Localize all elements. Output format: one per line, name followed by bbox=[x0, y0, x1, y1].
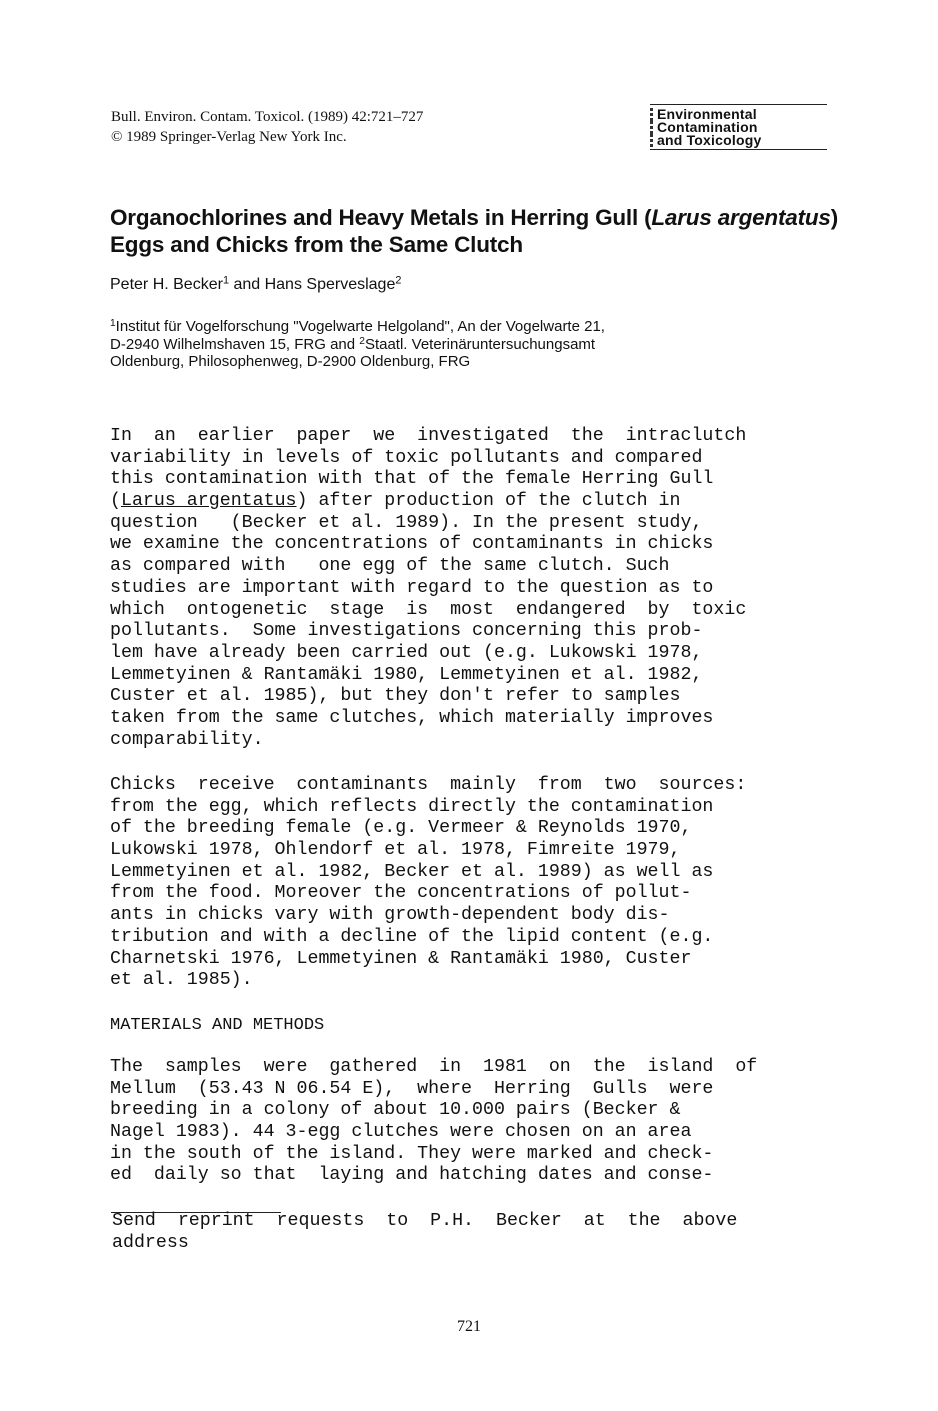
text-line: of the breeding female (e.g. Vermeer & Reynolds 1970, bbox=[110, 818, 692, 839]
text-line: Lemmetyinen et al. 1982, Becker et al. 1989) as well as bbox=[110, 861, 714, 882]
text-line: Chicks receive contaminants mainly from two sources: bbox=[110, 775, 747, 795]
text-line: variability in levels of toxic pollutants and compared bbox=[110, 447, 703, 468]
text-line: this contamination with that of the female Herring Gull bbox=[110, 469, 714, 490]
text-line: tribution and with a decline of the lipid content (e.g. bbox=[110, 926, 714, 947]
text-line: The samples were gathered in 1981 on the island of bbox=[110, 1057, 758, 1077]
body-paragraph-chicks bbox=[110, 775, 832, 992]
text-line: from the egg, which reflects directly the contamination bbox=[110, 796, 714, 817]
text-line: et al. 1985). bbox=[110, 970, 253, 991]
text-line: (Larus argentatus) after production of the clutch in bbox=[110, 491, 681, 512]
affiliation-line: Oldenburg, Philosophenweg, D-2900 Oldenburg, FRG bbox=[110, 353, 471, 370]
text-line: breeding in a colony of about 10.000 pairs (Becker & bbox=[110, 1100, 681, 1121]
article-title bbox=[110, 204, 840, 258]
title-species: Larus argentatus bbox=[651, 205, 831, 230]
copyright-line: © 1989 Springer-Verlag New York Inc. bbox=[111, 129, 347, 145]
citation-line: Bull. Environ. Contam. Toxicol. (1989) 42:721–727 bbox=[111, 109, 424, 125]
text-line: Nagel 1983). 44 3-egg clutches were chosen on an area bbox=[110, 1122, 692, 1143]
journal-logo bbox=[650, 104, 827, 150]
body-paragraph-methods bbox=[110, 1057, 832, 1187]
page-number: 721 bbox=[457, 1318, 481, 1335]
text-line: comparability. bbox=[110, 729, 264, 750]
text-line: Mellum (53.43 N 06.54 E), where Herring Gulls were bbox=[110, 1078, 714, 1099]
title-text: Organochlorines and Heavy Metals in Herring Gull ( bbox=[110, 205, 652, 230]
affiliation-text: Institut für Vogelforschung "Vogelwarte Helgoland", An der Vogelwarte 21, bbox=[115, 318, 605, 335]
affiliation-mark: 2 bbox=[359, 335, 365, 347]
author-mark: 2 bbox=[395, 274, 402, 287]
species-name-underlined: Larus argentatus bbox=[120, 491, 297, 512]
text-line: in the south of the island. They were marked and check- bbox=[110, 1143, 714, 1164]
journal-logo-line: Contamination bbox=[650, 121, 827, 134]
citation-block bbox=[111, 107, 423, 147]
text-line: ed daily so that laying and hatching dates and conse- bbox=[110, 1165, 714, 1186]
text-line: we examine the concentrations of contaminants in chicks bbox=[110, 534, 714, 555]
affiliation-text: Staatl. Veterinäruntersuchungsamt bbox=[364, 335, 596, 353]
journal-logo-line: Environmental bbox=[650, 108, 827, 121]
text-line: In an earlier paper we investigated the intraclutch bbox=[110, 426, 747, 446]
affiliation-line bbox=[110, 336, 830, 354]
author-name: Peter H. Becker bbox=[110, 276, 223, 293]
text-line: as compared with one egg of the same clutch. Such bbox=[110, 556, 670, 577]
text-line: taken from the same clutches, which materially improves bbox=[110, 707, 714, 728]
author-line bbox=[110, 275, 401, 295]
journal-logo-line: and Toxicology bbox=[650, 134, 827, 147]
text-line: from the food. Moreover the concentrations of pollut- bbox=[110, 883, 692, 904]
text-line: question (Becker et al. 1989). In the present study, bbox=[110, 512, 703, 533]
body-paragraph-intro bbox=[110, 426, 832, 751]
title-text: ) Eggs and Chicks from the Same Clutch bbox=[110, 205, 839, 257]
section-heading: MATERIALS AND METHODS bbox=[110, 1016, 325, 1035]
affiliation-line bbox=[110, 318, 830, 336]
text-line: lem have already been carried out (e.g. Lukowski 1978, bbox=[110, 642, 703, 663]
author-mark: 1 bbox=[222, 274, 229, 287]
text-line: Lemmetyinen & Rantamäki 1980, Lemmetyinen et al. 1982, bbox=[110, 664, 703, 685]
affiliation-block bbox=[110, 318, 830, 371]
author-separator: and bbox=[229, 276, 265, 293]
footnote-line: address bbox=[112, 1232, 189, 1253]
author-name: Hans Sperveslage bbox=[264, 276, 396, 293]
footnote-line: Send reprint requests to P.H. Becker at the above bbox=[112, 1211, 738, 1231]
text-line: which ontogenetic stage is most endangered by toxic bbox=[110, 599, 747, 620]
text-line: pollutants. Some investigations concerning this prob- bbox=[110, 621, 703, 642]
affiliation-mark: 1 bbox=[110, 317, 116, 329]
affiliation-text: D-2940 Wilhelmshaven 15, FRG and bbox=[110, 335, 360, 353]
text-line: Lukowski 1978, Ohlendorf et al. 1978, Fimreite 1979, bbox=[110, 840, 681, 861]
text-line: studies are important with regard to the question as to bbox=[110, 577, 714, 598]
text-line: Charnetski 1976, Lemmetyinen & Rantamäki 1980, Custer bbox=[110, 948, 692, 969]
footnote bbox=[112, 1211, 834, 1254]
text-line: ants in chicks vary with growth-dependent body dis- bbox=[110, 905, 670, 926]
text-line: Custer et al. 1985), but they don't refer to samples bbox=[110, 686, 681, 707]
